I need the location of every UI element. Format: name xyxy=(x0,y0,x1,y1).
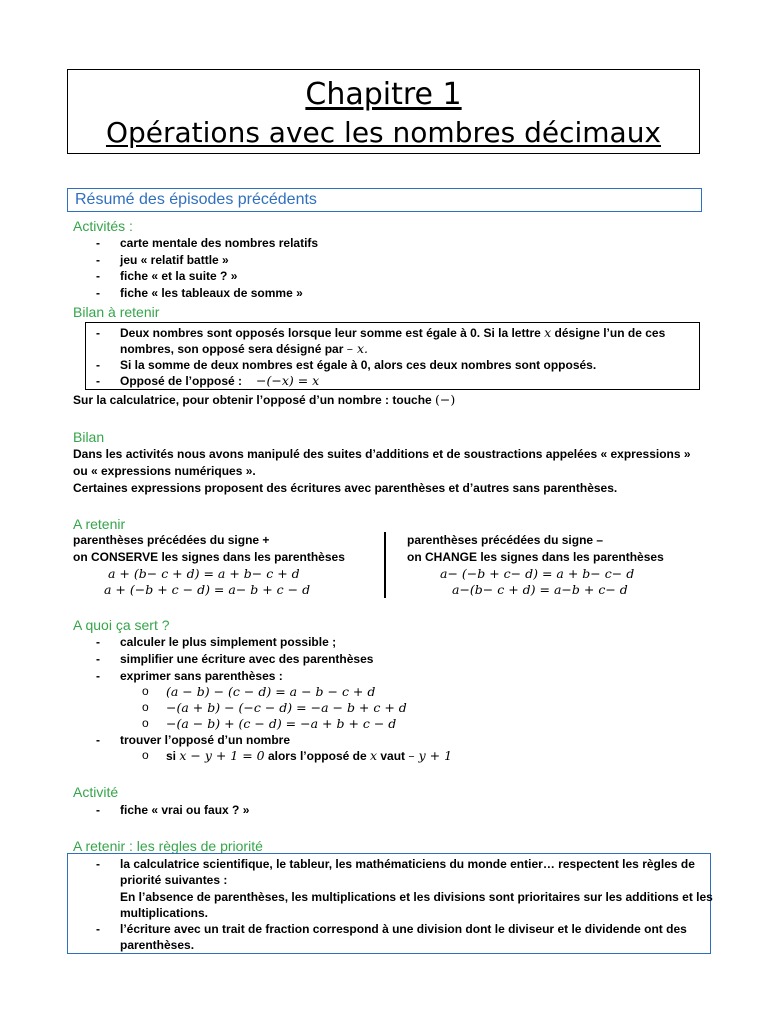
activite-fiche: fiche « vrai ou faux ? » xyxy=(120,803,250,817)
bilan-line-2: ou « expressions numériques ». xyxy=(73,464,256,478)
usage-item-4: trouver l’opposé d’un nombre xyxy=(120,733,291,747)
bilan-item-2: Si la somme de deux nombres est égale à 0, alors ces deux nombres sont opposés. xyxy=(120,358,597,372)
bullet-circle: o xyxy=(142,716,149,730)
activite-item-4: fiche « les tableaux de somme » xyxy=(120,286,303,300)
plus-sign-example-1: a + (b− c + d) = a + b− c + d xyxy=(108,566,300,581)
priorite-item-1-line-2: priorité suivantes : xyxy=(120,873,228,887)
minus-sign-rule-title: parenthèses précédées du signe – xyxy=(407,533,604,547)
bullet-circle: o xyxy=(142,748,149,762)
bullet-circle: o xyxy=(142,684,149,698)
usage-example-2: −(a + b) − (−c − d) = −a − b + c + d xyxy=(166,700,407,715)
usage-example-4-result: – y + 1 xyxy=(408,748,453,763)
section-header: Résumé des épisodes précédents xyxy=(67,188,702,212)
opposite-of-opposite-formula: −(−x) = x xyxy=(256,373,320,388)
usage-example-4-text-a: si xyxy=(166,749,180,763)
minus-sign-example-1: a− (−b + c− d) = a + b− c− d xyxy=(440,566,635,581)
bilan-item-1-text-a: Deux nombres sont opposés lorsque leur somme est égale à 0. Si la lettre xyxy=(120,326,545,340)
calculator-note xyxy=(73,392,455,408)
bilan-item-3-label: Opposé de l’opposé : xyxy=(120,374,243,388)
bullet-dash: - xyxy=(96,358,100,372)
activite-item-1: carte mentale des nombres relatifs xyxy=(120,236,319,250)
bullet-circle: o xyxy=(142,700,149,714)
usage-example-4-text-b: alors l’opposé de xyxy=(264,749,370,763)
bullet-dash: - xyxy=(96,922,100,936)
minus-sign-rule: on CHANGE les signes dans les parenthèses xyxy=(407,550,664,564)
variable-x: x xyxy=(369,748,378,763)
a-quoi-heading: A quoi ça sert ? xyxy=(73,617,170,633)
priorite-item-1-line-4: multiplications. xyxy=(120,906,209,920)
bullet-dash: - xyxy=(96,669,100,683)
chapter-number: Chapitre 1 xyxy=(305,77,462,112)
priorite-heading: A retenir : les règles de priorité xyxy=(73,838,263,854)
priorite-item-2-line-2: parenthèses. xyxy=(120,938,195,952)
bullet-dash: - xyxy=(96,635,100,649)
activite-heading: Activité xyxy=(73,784,119,800)
bullet-dash: - xyxy=(96,253,100,267)
bullet-dash: - xyxy=(96,857,100,871)
bilan-item-3 xyxy=(120,373,319,389)
priorite-item-1-line-3: En l’absence de parenthèses, les multiplications et les divisions sont prioritaires sur les additions et les xyxy=(120,890,713,904)
priorite-item-2-line-1: l’écriture avec un trait de fraction correspond à une division dont le diviseur et le dividende ont des xyxy=(120,922,687,936)
bilan-heading: Bilan xyxy=(73,429,105,445)
variable-x: x xyxy=(544,325,552,340)
bilan-item-1-line-1 xyxy=(120,325,665,341)
minus-sign-example-2: a−(b− c + d) = a−b + c− d xyxy=(452,582,628,597)
calculator-key: (−) xyxy=(435,392,456,407)
usage-example-4-text-c: vaut xyxy=(377,749,409,763)
usage-example-4 xyxy=(166,748,452,764)
activites-heading: Activités : xyxy=(73,218,133,234)
priorite-item-1-line-1: la calculatrice scientifique, le tableur, les mathématiciens du monde entier… respectent les règles de xyxy=(120,857,695,871)
plus-sign-rule: on CONSERVE les signes dans les parenthèses xyxy=(73,550,345,564)
usage-item-2: simplifier une écriture avec des parenthèses xyxy=(120,652,374,666)
chapter-title: Opérations avec les nombres décimaux xyxy=(105,116,662,149)
usage-example-4-equation: x − y + 1 = 0 xyxy=(179,748,265,763)
bullet-dash: - xyxy=(96,326,100,340)
bullet-dash: - xyxy=(96,374,100,388)
plus-sign-rule-title: parenthèses précédées du signe + xyxy=(73,533,270,547)
column-divider xyxy=(384,532,386,598)
a-retenir-heading: A retenir xyxy=(73,516,126,532)
bullet-dash: - xyxy=(96,652,100,666)
bilan-item-1-text-c: nombres, son opposé sera désigné par xyxy=(120,342,347,356)
usage-item-3: exprimer sans parenthèses : xyxy=(120,669,283,683)
activite-item-2: jeu « relatif battle » xyxy=(120,253,229,267)
bullet-dash: - xyxy=(96,269,100,283)
bilan-line-3: Certaines expressions proposent des écritures avec parenthèses et d’autres sans parenthèses. xyxy=(73,481,618,495)
bullet-dash: - xyxy=(96,803,100,817)
usage-example-1: (a − b) − (c − d) = a − b − c + d xyxy=(166,684,376,699)
activite-item-3: fiche « et la suite ? » xyxy=(120,269,238,283)
plus-sign-example-2: a + (−b + c − d) = a− b + c − d xyxy=(104,582,311,597)
bilan-retenir-heading: Bilan à retenir xyxy=(73,304,160,320)
bilan-item-1-line-2 xyxy=(120,341,368,357)
bullet-dash: - xyxy=(96,286,100,300)
bullet-dash: - xyxy=(96,236,100,250)
bilan-line-1: Dans les activités nous avons manipulé des suites d’additions et de soustractions appelées « expressions » xyxy=(73,447,691,461)
chapter-title-box xyxy=(67,69,700,154)
calculator-note-text: Sur la calculatrice, pour obtenir l’opposé d’un nombre : touche xyxy=(73,393,436,407)
bullet-dash: - xyxy=(96,733,100,747)
bilan-item-1-text-b: désigne l’un de ces xyxy=(551,326,666,340)
usage-example-3: −(a − b) + (c − d) = −a + b + c − d xyxy=(166,716,397,731)
usage-item-1: calculer le plus simplement possible ; xyxy=(120,635,337,649)
opposite-notation: – x. xyxy=(346,341,368,356)
